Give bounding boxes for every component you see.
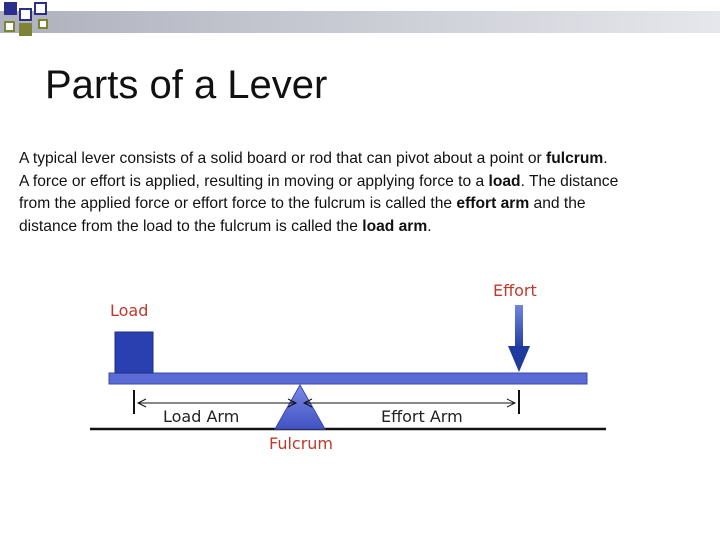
load-box	[115, 332, 153, 373]
effort-arrow-head	[508, 346, 530, 372]
body-text-segment: from the applied force or effort force to the fulcrum is called the	[19, 195, 457, 212]
effort-label: Effort	[493, 281, 537, 300]
term-load: load	[488, 172, 521, 190]
body-text-segment: .	[427, 217, 432, 235]
term-fulcrum: fulcrum	[546, 150, 604, 167]
fulcrum-label: Fulcrum	[269, 434, 334, 453]
load-label: Load	[110, 301, 149, 320]
body-text-segment: .	[603, 150, 608, 167]
effort-arm-label: Effort Arm	[381, 407, 463, 426]
fulcrum-triangle	[275, 385, 325, 429]
body-text-segment: A force or effort is applied, resulting in moving or applying force to a	[19, 172, 489, 190]
term-effort-arm: effort arm	[456, 195, 530, 212]
effort-arrow-shaft	[515, 305, 523, 350]
load-arm-label: Load Arm	[163, 407, 240, 426]
body-text-segment: distance from the load to the fulcrum is called the	[19, 217, 363, 235]
body-text-segment: A typical lever consists of a solid board or rod that can pivot about a point or	[19, 150, 547, 167]
lever-board	[109, 373, 587, 384]
body-text-segment: . The distance	[520, 172, 619, 190]
term-load-arm: load arm	[362, 217, 428, 235]
page-title: Parts of a Lever	[45, 63, 328, 107]
body-text-segment: and the	[529, 195, 586, 212]
